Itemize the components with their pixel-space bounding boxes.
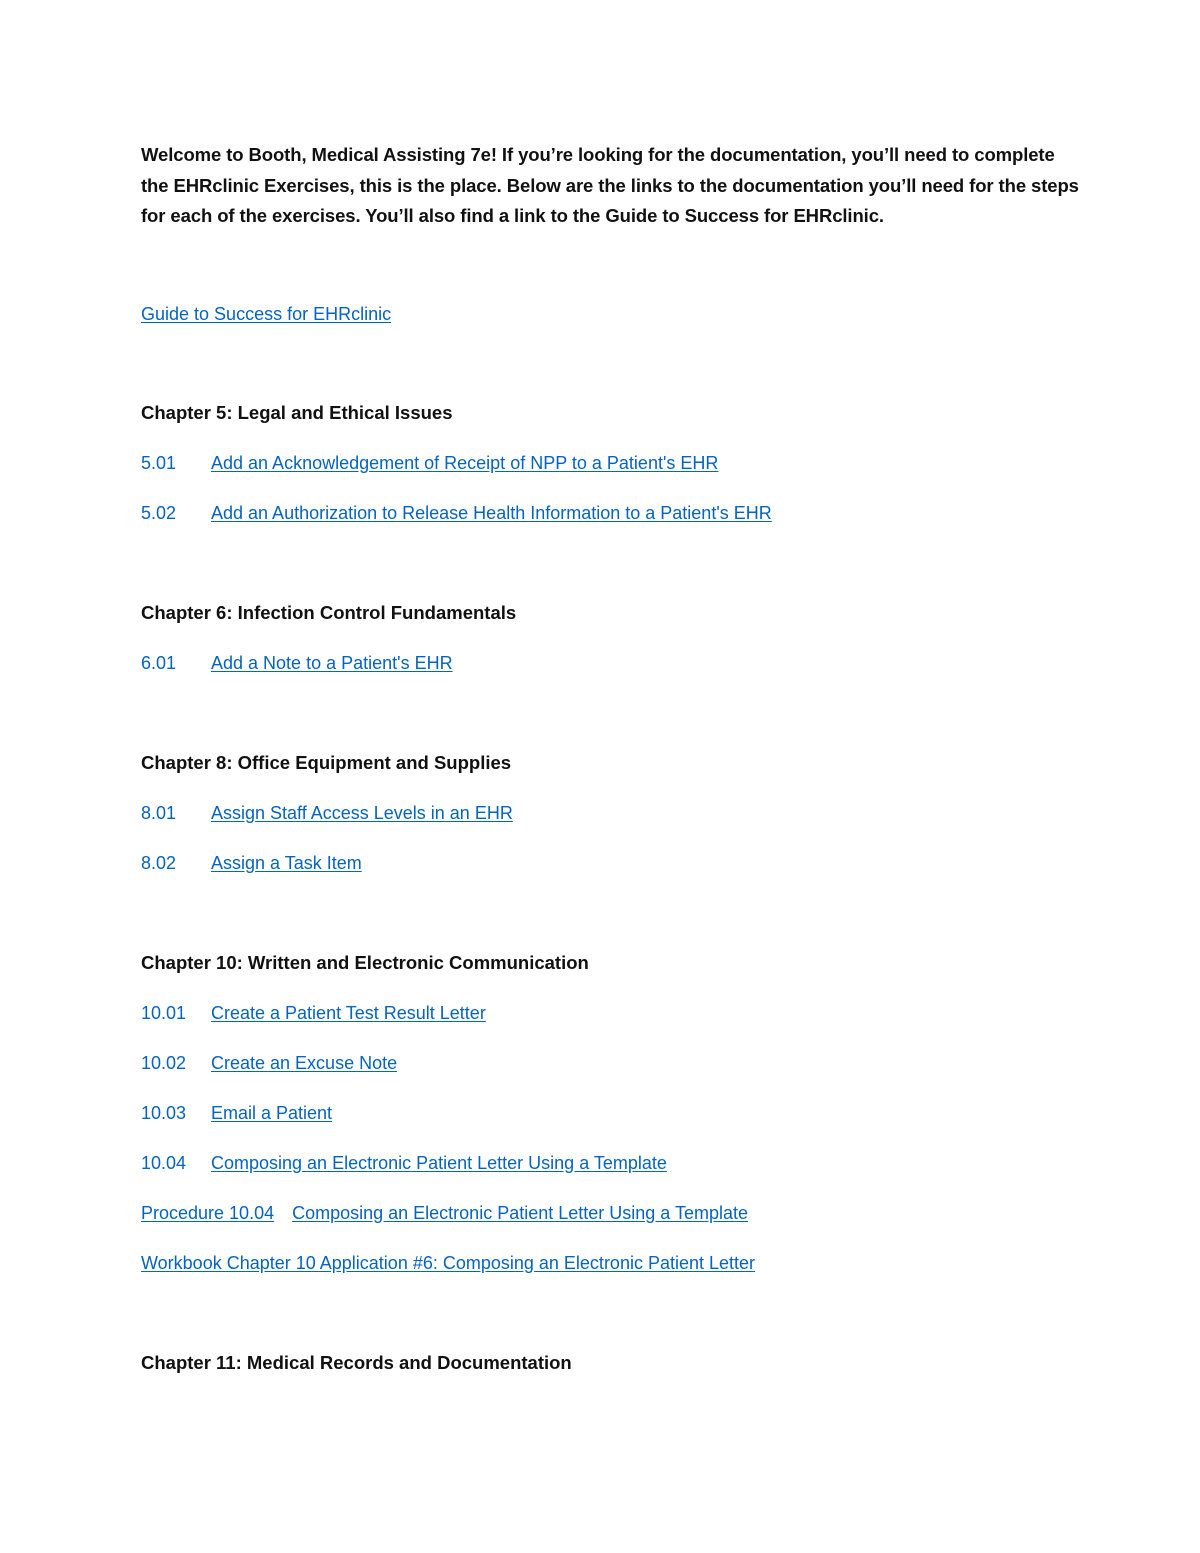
exercise-number: 10.04 — [141, 1152, 187, 1173]
exercise-number: 5.02 — [141, 502, 177, 523]
exercise-link-8-02[interactable] — [141, 851, 1081, 875]
exercise-label: Composing an Electronic Patient Letter Using a Template — [211, 1152, 667, 1173]
exercise-number: 8.02 — [141, 852, 177, 873]
chapter-10-title: Chapter 10: Written and Electronic Communication — [141, 951, 589, 973]
guide-to-success-link[interactable]: Guide to Success for EHRclinic — [141, 303, 392, 324]
exercise-label: Email a Patient — [211, 1102, 333, 1123]
chapter-6-title: Chapter 6: Infection Control Fundamentals — [141, 601, 517, 623]
exercise-link-10-02[interactable] — [141, 1051, 1081, 1075]
exercise-link-10-04[interactable] — [141, 1151, 1081, 1175]
exercise-number: 8.01 — [141, 802, 177, 823]
exercise-label: Add a Note to a Patient's EHR — [211, 652, 453, 673]
exercise-link-10-03[interactable] — [141, 1101, 1081, 1125]
exercise-label: Add an Acknowledgement of Receipt of NPP to a Patient's EHR — [211, 452, 719, 473]
exercise-number: 10.01 — [141, 1002, 187, 1023]
exercise-link-6-01[interactable] — [141, 651, 1081, 675]
exercise-link-8-01[interactable] — [141, 801, 1081, 825]
exercise-number: 10.03 — [141, 1102, 187, 1123]
chapter-11-section — [141, 1351, 1081, 1375]
procedure-10-04-link[interactable] — [141, 1201, 1081, 1225]
chapter-8-section — [141, 751, 1081, 875]
document-page — [141, 140, 1081, 1375]
exercise-number: 6.01 — [141, 652, 177, 673]
exercise-label: Assign Staff Access Levels in an EHR — [211, 802, 513, 823]
chapter-8-title: Chapter 8: Office Equipment and Supplies — [141, 751, 512, 773]
exercise-label: Create an Excuse Note — [211, 1052, 398, 1073]
chapter-5-section — [141, 401, 1081, 525]
procedure-number: Procedure 10.04 — [141, 1202, 275, 1223]
chapter-6-section — [141, 601, 1081, 675]
procedure-label: Composing an Electronic Patient Letter Using a Template — [292, 1202, 749, 1223]
exercise-label: Assign a Task Item — [211, 852, 362, 873]
exercise-label: Add an Authorization to Release Health Information to a Patient's EHR — [211, 502, 772, 523]
exercise-link-5-02[interactable] — [141, 501, 1081, 525]
exercise-number: 10.02 — [141, 1052, 187, 1073]
exercise-link-10-01[interactable] — [141, 1001, 1081, 1025]
intro-paragraph: Welcome to Booth, Medical Assisting 7e! If you’re looking for the documentation, you’ll need to complete the EHRclinic Exercises, this is the place. Below are the links to the documentation you’ll need for the steps for each of the exercises. You’ll also find a link to the Guide to Success for EHRclinic. — [141, 144, 1079, 226]
exercise-number: 5.01 — [141, 452, 177, 473]
chapter-10-section — [141, 951, 1081, 1275]
chapter-11-title: Chapter 11: Medical Records and Documentation — [141, 1351, 572, 1373]
chapter-5-title: Chapter 5: Legal and Ethical Issues — [141, 401, 453, 423]
workbook-application-link[interactable]: Workbook Chapter 10 Application #6: Composing an Electronic Patient Letter — [141, 1252, 756, 1273]
exercise-link-5-01[interactable] — [141, 451, 1081, 475]
exercise-label: Create a Patient Test Result Letter — [211, 1002, 486, 1023]
